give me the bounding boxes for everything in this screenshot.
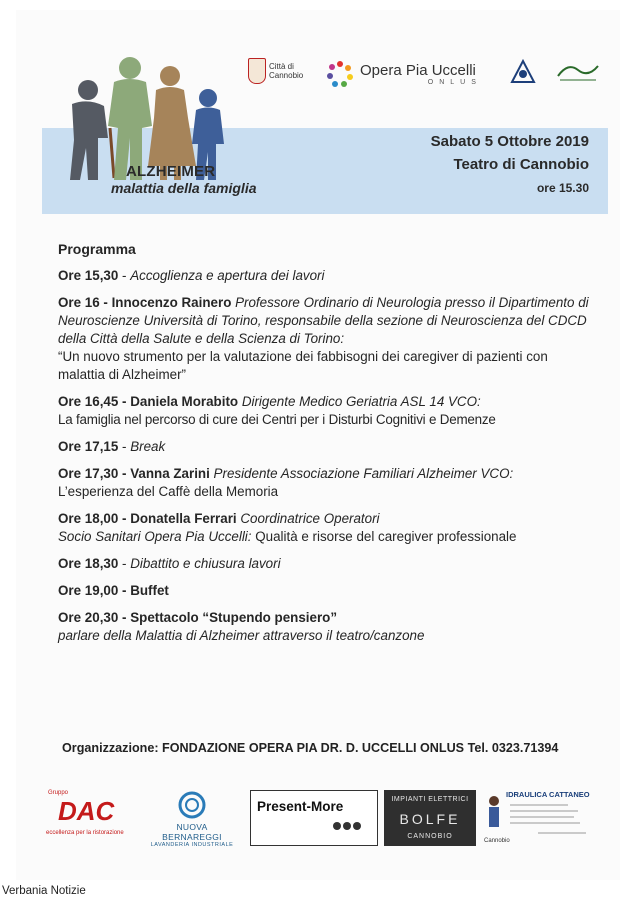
pm-social-icons	[285, 821, 375, 833]
program-entry-2	[58, 294, 598, 384]
program-entry-4	[58, 438, 598, 456]
program-entry-5	[58, 465, 598, 501]
program-entry-9	[58, 609, 598, 645]
entry-role-cont: Socio Sanitari Opera Pia Uccelli:	[58, 529, 252, 544]
footer-credit: Verbania Notizie	[2, 885, 86, 897]
program-section	[58, 240, 598, 654]
entry-role: Professore Ordinario di Neurologia presso il Dipartimento di Neuroscienze Università di Torino, responsabile della sezione di Neuroscienza del CDCD della Città della Salute e della Scienza di Torino:	[58, 295, 589, 346]
entry-time: Ore 16,45 - Daniela Morabito	[58, 394, 239, 409]
nuova-bernareggi-logo	[148, 788, 236, 848]
entry-role: Presidente Associazione Familiari Alzheimer VCO:	[209, 466, 514, 481]
program-entry-8	[58, 582, 598, 600]
entry-time: Ore 19,00 - Buffet	[58, 583, 169, 598]
crest-icon	[248, 58, 266, 84]
entry-sep: -	[118, 556, 131, 571]
plumber-icon	[484, 794, 504, 834]
opera-pia-logo	[326, 60, 482, 88]
entry-time: Ore 18,00 - Donatella Ferrari	[58, 511, 237, 526]
program-entry-7	[58, 555, 598, 573]
brand-title: ALZHEIMER	[126, 163, 216, 180]
citta-text	[269, 62, 303, 80]
family-illustration	[48, 48, 248, 180]
entry-time: Ore 18,30	[58, 556, 119, 571]
nb-sub: LAVANDERIA INDUSTRIALE	[150, 842, 234, 848]
bolfe-logo	[384, 790, 476, 846]
nb-name: NUOVA BERNAREGGI	[162, 822, 222, 842]
entry-time: Ore 15,30	[58, 268, 119, 283]
event-time: ore 15.30	[536, 181, 589, 195]
entry-sep: -	[118, 268, 131, 283]
dac-group: Gruppo	[48, 790, 69, 796]
association-logo-icon	[508, 58, 538, 86]
citta-line1: Città di	[269, 62, 294, 71]
bolfe-place: CANNOBIO	[407, 833, 453, 840]
event-date: Sabato 5 Ottobre 2019	[430, 133, 589, 150]
citta-line2: Cannobio	[269, 71, 304, 80]
brand-subtitle: malattia della famiglia	[111, 180, 257, 196]
dac-name: DAC	[58, 796, 115, 826]
program-heading: Programma	[58, 241, 136, 257]
present-more-logo	[250, 790, 378, 846]
idr-place: Cannobio	[484, 838, 510, 844]
entry-time: Ore 17,30 - Vanna Zarini	[58, 466, 210, 481]
entry-talk-title: L’esperienza del Caffè della Memoria	[58, 484, 279, 499]
entry-desc: Accoglienza e apertura dei lavori	[130, 268, 325, 283]
program-entry-1	[58, 267, 598, 285]
entry-time: Ore 16 - Innocenzo Rainero	[58, 295, 232, 310]
opera-sub: ONLUS	[427, 78, 482, 86]
swirl-icon	[177, 790, 207, 820]
organization-line: Organizzazione: FONDAZIONE OPERA PIA DR. D. UCCELLI ONLUS Tel. 0323.71394	[62, 741, 559, 755]
entry-desc: Dibattito e chiusura lavori	[130, 556, 281, 571]
program-entry-3	[58, 393, 598, 429]
dac-tagline: eccellenza per la ristorazione	[46, 830, 124, 836]
event-venue: Teatro di Cannobio	[453, 156, 589, 173]
entry-time: Ore 20,30 - Spettacolo “Stupendo pensiero”	[58, 610, 338, 625]
entry-talk-title: “Un nuovo strumento per la valutazione dei fabbisogni dei caregiver di pazienti con malattia di Alzheimer”	[58, 349, 548, 382]
partner-logo-icon	[556, 60, 602, 85]
entry-talk-title: Qualità e risorse del caregiver professionale	[251, 529, 517, 544]
program-entry-6	[58, 510, 598, 546]
idr-name: IDRAULICA CATTANEO	[506, 790, 590, 799]
entry-time: Ore 17,15	[58, 439, 119, 454]
bolfe-top: IMPIANTI ELETTRICI	[391, 796, 469, 803]
idraulica-cattaneo-logo	[484, 788, 596, 850]
entry-role: Dirigente Medico Geriatria ASL 14 VCO:	[238, 394, 481, 409]
bolfe-name: BOLFE	[399, 811, 461, 827]
entry-talk-title: La famiglia nel percorso di cure dei Centri per i Disturbi Cognitivi e Demenze	[58, 412, 496, 427]
entry-desc: Break	[130, 439, 166, 454]
entry-role: Coordinatrice Operatori	[236, 511, 380, 526]
sponsor-strip	[40, 782, 600, 852]
opera-pia-mark-icon	[326, 60, 354, 88]
business-card-lines	[508, 801, 588, 835]
opera-name: Opera Pia Uccelli	[360, 61, 476, 79]
dac-logo	[46, 790, 144, 838]
entry-sep: -	[118, 439, 131, 454]
citta-cannobio-logo	[248, 58, 303, 84]
entry-desc: parlare della Malattia di Alzheimer attraverso il teatro/canzone	[58, 628, 425, 643]
pm-name: Present-More	[257, 799, 344, 814]
